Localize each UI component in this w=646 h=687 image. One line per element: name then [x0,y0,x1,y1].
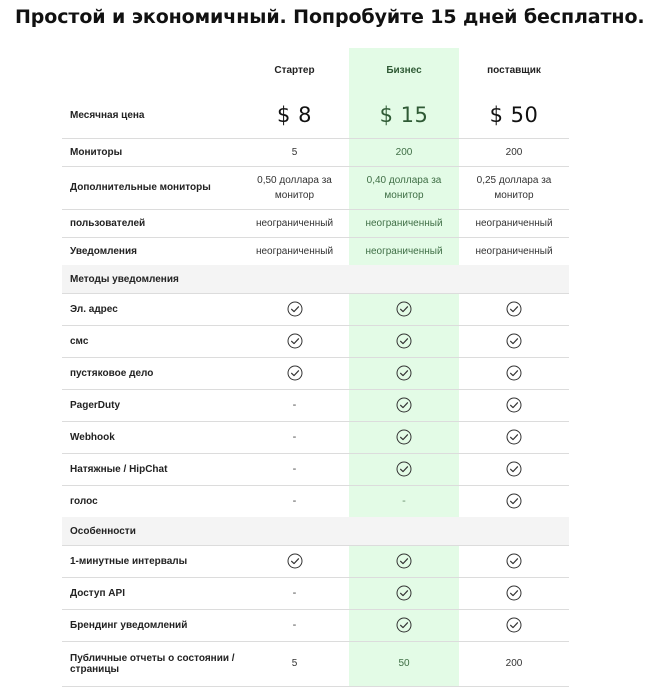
row-label: 1-минутные интервалы [70,555,188,567]
cell-business [349,453,459,485]
cell-starter [240,453,349,485]
feature-row [62,325,569,358]
feature-row [62,237,569,266]
cell-value: 200 [395,146,413,158]
cell-value: 5 [291,658,298,669]
check-circle-icon [506,585,522,601]
not-available-dash: - [292,495,297,507]
check-circle-icon [396,553,412,569]
cell-provider [459,577,569,609]
cell-starter [240,389,349,421]
check-circle-icon [396,365,412,381]
row-label: Дополнительные мониторы [70,182,211,193]
feature-row [62,166,569,210]
not-available-dash: - [292,463,297,475]
row-label: PagerDuty [70,399,121,411]
row-label: Мониторы [70,146,123,158]
cell-value: 0,40 доллара за монитор [366,174,442,201]
cell-provider [459,357,569,389]
price-business: $ 15 [379,103,429,127]
cell-starter [240,209,349,237]
cell-starter [240,421,349,453]
cell-value: 200 [505,658,523,669]
not-available-dash: - [402,495,406,507]
check-circle-icon [506,493,522,509]
feature-row [62,421,569,454]
row-label: пользователей [70,217,146,229]
cell-business [349,209,459,237]
cell-starter [240,325,349,357]
row-label: Эл. адрес [70,303,118,315]
cell-starter [240,577,349,609]
not-available-dash: - [292,399,297,411]
row-label: Уведомления [70,245,137,257]
row-label: Доступ API [70,587,125,599]
cell-value: 50 [398,658,410,669]
feature-row [62,453,569,486]
cell-starter [240,545,349,577]
check-circle-icon [396,301,412,317]
not-available-dash: - [292,587,297,599]
check-circle-icon [506,553,522,569]
check-circle-icon [287,301,303,317]
cell-value: 200 [505,146,523,158]
not-available-dash: - [292,431,297,443]
check-circle-icon [506,397,522,413]
cell-business [349,325,459,357]
cell-value: неограниченный [365,217,443,229]
check-circle-icon [506,333,522,349]
check-circle-icon [506,617,522,633]
cell-starter [240,357,349,389]
row-label: голос [70,495,98,507]
cell-provider [459,138,569,166]
row-label: Webhook [70,431,115,443]
row-label: Брендинг уведомлений [70,619,188,631]
cell-business [349,293,459,325]
check-circle-icon [506,429,522,445]
cell-provider [459,237,569,265]
price-starter: $ 8 [277,103,312,127]
cell-business [349,609,459,641]
cell-value: 5 [291,146,298,158]
feature-row [62,389,569,422]
cell-starter [240,237,349,265]
check-circle-icon [396,333,412,349]
cell-starter [240,293,349,325]
row-label: смс [70,335,89,347]
feature-row [62,641,569,687]
cell-business [349,641,459,686]
section-label: Методы уведомления [70,273,179,285]
check-circle-icon [396,429,412,445]
feature-row [62,609,569,642]
cell-value: неограниченный [255,217,334,229]
cell-provider [459,166,569,209]
feature-row [62,138,569,167]
cell-value: неограниченный [475,217,553,229]
cell-business [349,577,459,609]
row-label: Натяжные / HipChat [70,463,168,475]
cell-business [349,138,459,166]
cell-business [349,237,459,265]
section-band [349,265,459,293]
cell-business [349,485,459,517]
cell-business [349,545,459,577]
price-provider: $ 50 [489,103,539,127]
cell-business [349,166,459,209]
row-label: Публичные отчеты о состоянии / страницы [70,652,235,675]
cell-starter [240,485,349,517]
cell-value: неограниченный [475,245,553,257]
feature-row [62,577,569,610]
page-title: Простой и экономичный. Попробуйте 15 дней бесплатно. [15,6,645,28]
cell-provider [459,485,569,517]
section-band [349,517,459,545]
check-circle-icon [506,301,522,317]
cell-provider [459,293,569,325]
feature-row [62,545,569,578]
feature-row [62,485,569,518]
plan-name-business: Бизнес [386,64,422,76]
section-header-row [62,517,569,546]
check-circle-icon [287,553,303,569]
cell-starter [240,166,349,209]
price-row [62,92,569,139]
cell-business [349,389,459,421]
plan-header-row [62,48,569,92]
cell-provider [459,453,569,485]
cell-business [349,421,459,453]
cell-provider [459,545,569,577]
check-circle-icon [287,365,303,381]
plan-name-provider: поставщик [487,64,541,76]
cell-provider [459,641,569,686]
row-label: Месячная цена [70,109,145,121]
row-label: пустяковое дело [70,367,154,379]
check-circle-icon [287,333,303,349]
check-circle-icon [396,585,412,601]
not-available-dash: - [292,619,297,631]
cell-provider [459,389,569,421]
cell-value: 0,50 доллара за монитор [257,174,332,201]
feature-row [62,209,569,238]
cell-value: неограниченный [255,245,334,257]
check-circle-icon [506,461,522,477]
check-circle-icon [506,365,522,381]
check-circle-icon [396,397,412,413]
cell-provider [459,209,569,237]
section-header-row [62,265,569,294]
section-label: Особенности [70,525,136,537]
cell-value: 0,25 доллара за монитор [476,174,552,201]
plan-name-starter: Стартер [274,64,315,76]
check-circle-icon [396,617,412,633]
cell-provider [459,325,569,357]
feature-row [62,293,569,326]
cell-provider [459,609,569,641]
cell-business [349,357,459,389]
cell-starter [240,641,349,686]
check-circle-icon [396,461,412,477]
feature-row [62,357,569,390]
cell-provider [459,421,569,453]
cell-starter [240,609,349,641]
cell-value: неограниченный [365,245,443,257]
cell-starter [240,138,349,166]
